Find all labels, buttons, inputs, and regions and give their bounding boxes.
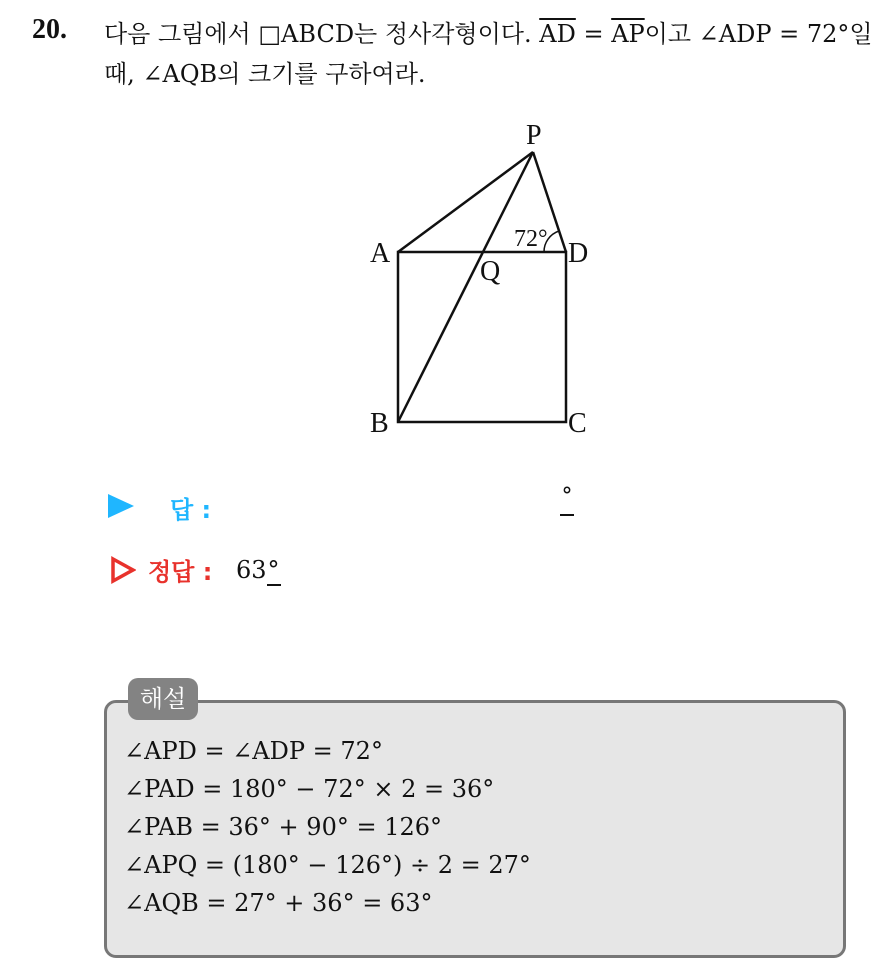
explanation-line-5: ∠AQB = 27° + 36° = 63° [124, 889, 433, 917]
label-q: Q [480, 256, 501, 287]
solution-arrow-icon [110, 556, 136, 584]
question-text-part2: 이고 ∠ADP = 72°일 때, ∠AQB의 크기를 구하여라. [104, 20, 873, 88]
explanation-lines [124, 732, 531, 922]
explanation-tab: 해설 [128, 678, 198, 720]
label-b: B [370, 408, 389, 439]
solution-value [236, 556, 281, 586]
question-number: 20. [32, 14, 67, 45]
geometry-figure [360, 116, 600, 446]
solution-unit: ° [267, 556, 280, 584]
label-c: C [568, 408, 587, 439]
segment-ap-line [398, 152, 533, 252]
angle-label-72: 72° [514, 226, 548, 252]
answer-arrow-icon [108, 494, 134, 518]
solution-row [108, 552, 608, 592]
segment-ap: $\overline{AP}$ [611, 20, 645, 48]
label-a: A [370, 238, 391, 269]
label-d: D [568, 238, 589, 269]
equals-sign: = [575, 20, 612, 48]
figure-svg [360, 116, 600, 446]
answer-blank[interactable]: ° [560, 484, 574, 516]
question-text [104, 14, 874, 94]
answer-row [108, 484, 608, 526]
explanation-line-3: ∠PAB = 36° + 90° = 126° [124, 813, 443, 841]
solution-label: 정답 : [148, 558, 213, 586]
explanation-line-4: ∠APQ = (180° − 126°) ÷ 2 = 27° [124, 851, 531, 879]
label-p: P [526, 120, 542, 151]
question-text-part1: 다음 그림에서 □ABCD는 정사각형이다. [104, 20, 540, 48]
segment-pb-line [398, 152, 533, 422]
answer-label: 답 : [170, 496, 212, 524]
explanation-line-1: ∠APD = ∠ADP = 72° [124, 737, 383, 765]
explanation-line-2: ∠PAD = 180° − 72° × 2 = 36° [124, 775, 495, 803]
solution-number: 63 [236, 556, 267, 584]
segment-ad: $\overline{AD}$ [539, 20, 576, 48]
